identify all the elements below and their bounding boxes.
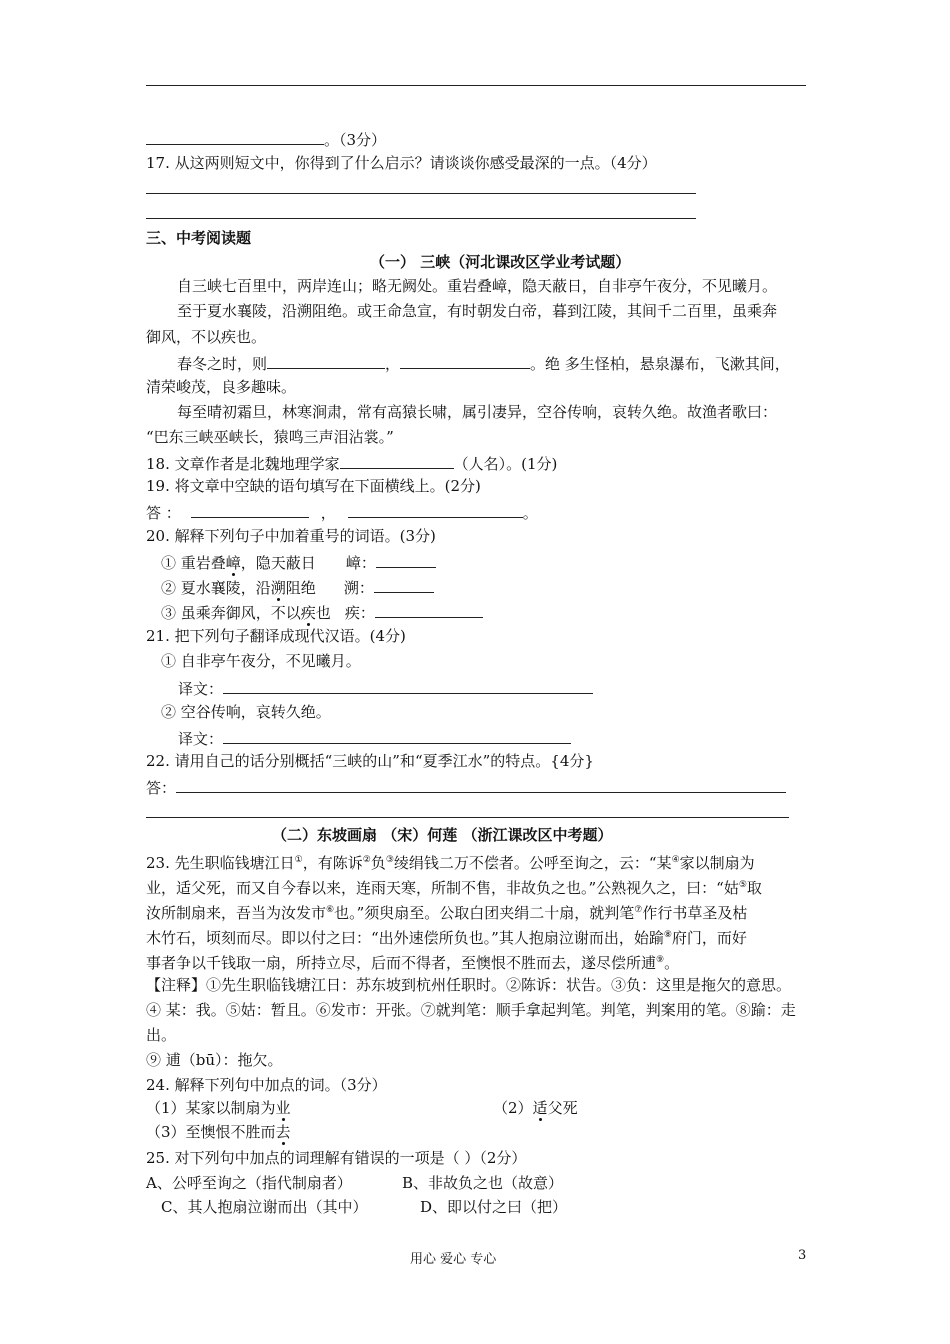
q24-item-2: （2）适父死	[493, 1099, 578, 1117]
answer-blank[interactable]	[348, 501, 523, 518]
q20-item-1: ① 重岩叠嶂，隐天蔽日 嶂：	[161, 551, 436, 573]
question-18: 18. 文章作者是北魏地理学家 （人名）。(1分)	[146, 452, 557, 474]
passage1-title: （一） 三峡（河北课改区学业考试题）	[370, 253, 631, 271]
q21-translation-1: 译文：	[178, 677, 593, 699]
answer-line	[146, 817, 789, 818]
q21-sentence-1: ① 自非亭午夜分，不见曦月。	[161, 652, 361, 670]
notes-line-4: ⑨ 逋（bū）：拖欠。	[146, 1051, 283, 1069]
question-17: 17. 从这两则短文中，你得到了什么启示？请谈谈你感受最深的一点。（4分）	[146, 154, 657, 172]
page-footer: 用心 爱心 专心	[410, 1252, 497, 1267]
passage1-p2b: 御风，不以疾也。	[146, 328, 267, 346]
passage2-line-5: 事者争以千钱取一扇，所持立尽，后而不得者，至懊恨不胜而去，遂尽偿所逋⑨。	[146, 954, 680, 972]
q19-answer: 答 ： ， 。	[146, 501, 538, 523]
question-20: 20. 解释下列句子中加着重号的词语。(3分)	[146, 527, 436, 545]
q20-item-3: ③ 虽乘奔御风，不以疾也 疾：	[161, 601, 483, 623]
passage1-p4b: “巴东三峡巫峡长，猿鸣三声泪沾裳。”	[146, 428, 394, 446]
passage1-p1: 自三峡七百里中，两岸连山；略无阙处。重岩叠嶂，隐天蔽日，自非亭午夜分，不见曦月。	[177, 277, 778, 295]
q20-item-2: ② 夏水襄陵，沿溯阻绝 溯：	[161, 576, 434, 598]
question-21: 21. 把下列句子翻译成现代汉语。(4分)	[146, 627, 406, 645]
q22-answer: 答：	[146, 776, 786, 798]
passage2-line-3: 汝所制扇来，吾当为汝发市⑥也。”须臾扇至。公取白团夹绢二十扇，就判笔⑦作行书草圣及枯	[146, 904, 748, 922]
passage2-line-1: 23. 先生职临钱塘江日①，有陈诉②负③绫绢钱二万不偿者。公呼至询之，云：“某④家以制扇为	[146, 854, 755, 872]
answer-blank[interactable]	[176, 776, 786, 793]
q24-item-3: （3）至懊恨不胜而去	[146, 1123, 291, 1141]
notes-line-3: 出。	[146, 1026, 177, 1044]
passage2-title: （二）东坡画扇 （宋）何莲 （浙江课改区中考题）	[272, 826, 613, 844]
question-24: 24. 解释下列句中加点的词。（3分）	[146, 1076, 387, 1094]
q25-option-d: D、即以付之曰（把）	[420, 1198, 568, 1216]
q21-translation-2: 译文：	[178, 727, 571, 749]
answer-blank[interactable]	[191, 501, 309, 518]
passage2-line-4: 木竹石，顷刻而尽。即以付之曰：“出外速偿所负也。”其人抱扇泣谢而出，始踰⑧府门，而好	[146, 929, 747, 947]
q25-option-a: A、公呼至询之（指代制扇者）	[146, 1174, 352, 1192]
q25-option-b: B、非故负之也（故意）	[402, 1174, 564, 1192]
page-number: 3	[798, 1248, 807, 1263]
passage1-p2a: 至于夏水襄陵，沿溯阻绝。或王命急宣，有时朝发白帝，暮到江陵，其间千二百里，虽乘奔	[177, 302, 778, 320]
question-25: 25. 对下列句中加点的词理解有错误的一项是（ ）（2分）	[146, 1149, 527, 1167]
question-22: 22. 请用自己的话分别概括“三峡的山”和“夏季江水”的特点。{4分}	[146, 752, 594, 770]
section-heading: 三、中考阅读题	[146, 229, 252, 247]
answer-line	[146, 85, 806, 86]
passage1-p4a: 每至晴初霜旦，林寒涧肃，常有高猿长啸，属引凄异，空谷传响，哀转久绝。故渔者歌曰：	[177, 403, 778, 421]
passage1-p3a: 春冬之时，则 ， 。绝 多生怪柏，悬泉瀑布，飞漱其间，	[177, 352, 790, 374]
q21-sentence-2: ② 空谷传响，哀转久绝。	[161, 703, 331, 721]
answer-blank[interactable]	[375, 601, 483, 618]
q16-tail: 。（3分）	[146, 128, 386, 150]
answer-blank[interactable]	[146, 128, 324, 145]
answer-blank[interactable]	[374, 576, 434, 593]
q24-item-1: （1）某家以制扇为业	[146, 1099, 291, 1117]
answer-blank[interactable]	[267, 352, 385, 369]
q25-option-c: C、其人抱扇泣谢而出（其中）	[161, 1198, 368, 1216]
answer-blank[interactable]	[400, 352, 530, 369]
answer-blank[interactable]	[223, 677, 593, 694]
passage2-line-2: 业，适父死，而又自今春以来，连雨天寒，所制不售，非故负之也。”公熟视久之，曰：“姑⑤取	[146, 879, 762, 897]
answer-blank[interactable]	[223, 727, 571, 744]
answer-blank[interactable]	[376, 551, 436, 568]
notes-line-1: 【注释】①先生职临钱塘江日：苏东坡到杭州任职时。②陈诉：状告。③负：这里是拖欠的意思。	[146, 976, 792, 994]
question-19: 19. 将文章中空缺的语句填写在下面横线上。(2分)	[146, 477, 481, 495]
passage1-p3b: 清荣峻茂，良多趣味。	[146, 378, 297, 396]
answer-blank[interactable]	[340, 452, 454, 469]
answer-line	[146, 218, 696, 219]
notes-line-2: ④ 某：我。⑤姑：暂且。⑥发市：开张。⑦就判笔：顺手拿起判笔。判笔，判案用的笔。⑧踰：走	[146, 1001, 796, 1019]
answer-line	[146, 193, 696, 194]
